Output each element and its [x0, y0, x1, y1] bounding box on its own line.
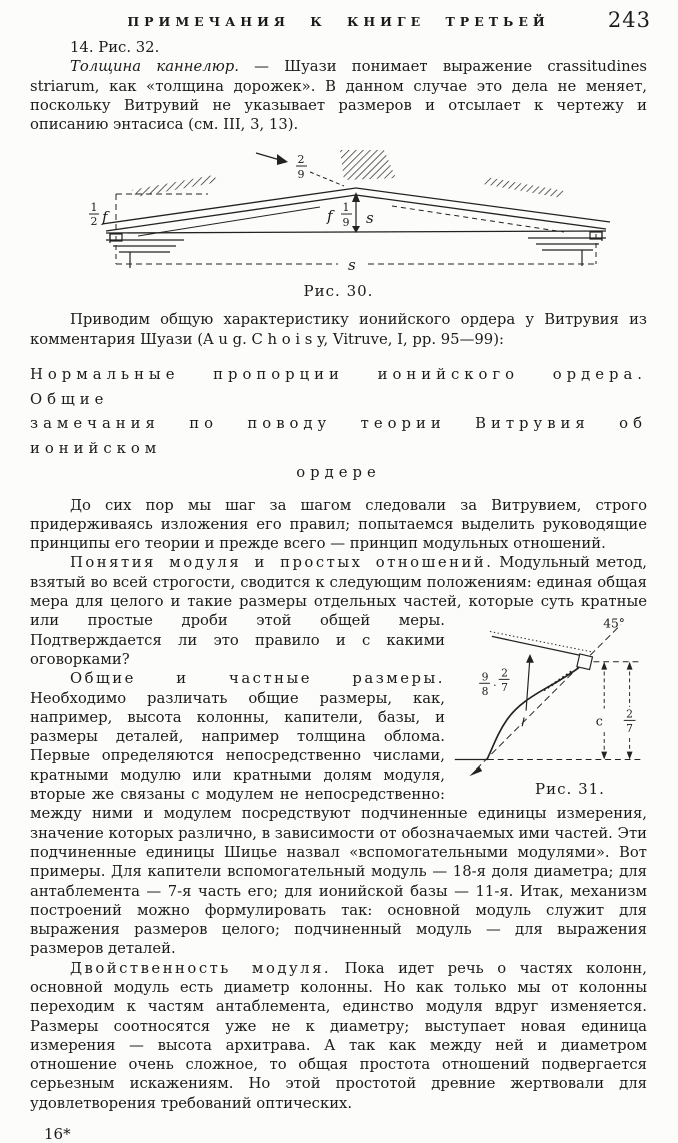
page-number: 243 [607, 8, 651, 32]
cyma-profile-diagram [453, 611, 647, 779]
half-fraction-denominator: 2 [90, 215, 98, 229]
left-slope-hatch [132, 175, 218, 197]
spaced-lead-general-sizes: Общие и частные размеры. [70, 670, 445, 688]
f-label-center: f [327, 207, 333, 226]
ratio2-numerator: 2 [501, 666, 509, 680]
heading-line-3: ордере [296, 464, 381, 482]
pediment-diagram [86, 144, 634, 280]
pointer-arrow-icon [277, 154, 288, 165]
general-sizes-body: Необходимо различать общие размеры, как, например, высота колонны, капители, базы, и размеры деталей, например толщина облома. Первые определяются непосредственно числами, кратными модулю или кратными долям модуля, вторые же связаны с модулем не непосредственно: между ними и модулем посредствуют подчиненные единицы измерения, значение которых различно, в зависимости от обозначаемых ими частей. Эти подчиненные единицы Шицье назвал «вспомогательными модулями». Вот примеры. Для капители вспомогательный модуль — 18-я доля диаметра; для антаблемента — 7-я часть его; для ионийской базы — 11-я. Итак, механизм построений можно формулировать так: основной модуль служит для выражения размеров целого; подчиненный модуль — для выражения размеров деталей. [30, 689, 647, 958]
f-label-left: f [102, 208, 108, 227]
figure-31-caption: Рис. 31. [535, 780, 605, 799]
module-concepts-text-b: дроби этой общей меры. Подтверждается ли это правило и с какими оговорками? [30, 612, 446, 668]
span-s-label: s [348, 256, 356, 275]
figure-30 [86, 144, 647, 280]
chapter-header: ПРИМЕЧАНИЯ К КНИГЕ ТРЕТЬЕЙ [127, 14, 550, 29]
paragraph-module-duality [30, 959, 647, 1113]
figure-31 [453, 611, 647, 799]
signature-mark: 16* [44, 1125, 71, 1143]
dim-fraction-denominator: 7 [626, 722, 634, 736]
ninth-denominator: 9 [342, 216, 350, 230]
paragraph-principles: До сих пор мы шаг за шагом следовали за Витрувием, строго придерживаясь изложения его правил; попытаемся выделить руководящие принципы его теории и прежде всего — принцип модульных отношений. [30, 496, 647, 553]
apex-fraction-numerator: 2 [297, 153, 305, 167]
note-label: 14. Рис. 32. [70, 39, 160, 56]
left-cornice-molding [106, 233, 184, 268]
note-body: — Шуази понимает выражение crassitudines striarum, как «толщина дорожек». В данном случае это дела не меняет, поскольку Витрувий не указывает размеров и отсылает к чертежу и описанию энтасиса (см. III, 3, 13). [30, 58, 647, 134]
c-dimension-label: c [595, 713, 603, 729]
right-cornice-molding [528, 231, 606, 266]
ninth-numerator: 1 [342, 201, 350, 215]
note-lead-italic: Толщина каннелюр. [70, 58, 239, 76]
module-concepts-text-a: Модульный метод, взятый во всей строгости, сводится к следующим положениям: единая общая мера для целого и такие размеры отдельных частей, которые суть кратные или простые [30, 554, 647, 630]
intro-paragraph: Приводим общую характеристику ионийского ордера у Витрувия из комментария Шуази (A u g. C h o i s y, Vitruve, I, pp. 95—99): [30, 311, 647, 348]
heading-line-1: Нормальные пропорции ионийского ордера. Общие [30, 366, 647, 408]
ratio1-denominator: 8 [481, 685, 489, 699]
duality-body: Пока идет речь о частях колонн, основной модуль есть диаметр колонны. Но как только мы от колонны переходим к частям антаблемента, единство модуля вдруг изменяется. Размеры соотносятся уже не к диаметру; выступает новая единица измерения — высота архитрава. А так как между ней и диаметром отношение очень сложное, то общая простота отношений подвергается серьезным искажениям. Но этой простотой древние жертвовали для удовлетворения требований оптических. [30, 959, 647, 1112]
figure-30-caption: Рис. 30. [303, 282, 374, 301]
heading-line-2: замечания по поводу теории Витрувия об ионийском [30, 415, 647, 457]
ratio2-denominator: 7 [501, 681, 509, 695]
running-header [30, 8, 651, 38]
right-slope-hatch [483, 177, 564, 198]
half-fraction-numerator: 1 [90, 201, 98, 215]
apex-fraction-denominator: 9 [297, 168, 305, 182]
ratio-dot: · [493, 679, 497, 693]
s-label-center: s [366, 209, 374, 228]
section-heading [30, 363, 647, 486]
ratio1-numerator: 9 [481, 670, 489, 684]
corner-fillet [577, 654, 593, 670]
apex-hatch [340, 150, 396, 180]
angle-label: 45° [603, 616, 625, 631]
diagonal-arrow-icon [469, 767, 482, 777]
dim-fraction-numerator: 2 [626, 707, 634, 721]
spaced-lead-module-concepts: Понятия модуля и простых отношений. [70, 554, 494, 572]
spaced-lead-duality: Двойственность модуля. [70, 959, 332, 977]
note-paragraph [30, 57, 647, 134]
